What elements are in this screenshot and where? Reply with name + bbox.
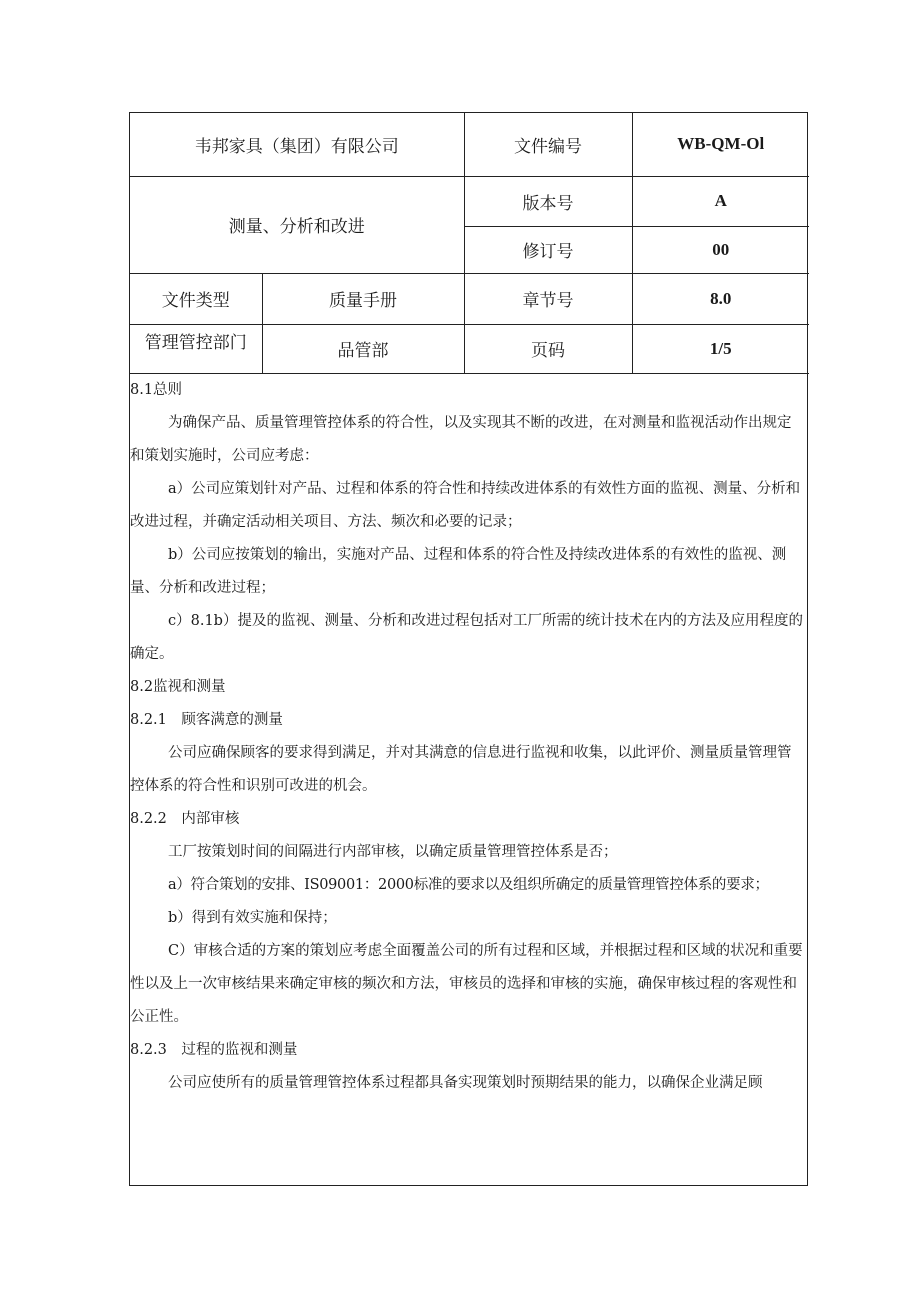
section-8-2-2-item-c: C）审核合适的方案的策划应考虑全面覆盖公司的所有过程和区域，并根据过程和区域的状况和重要性以及上一次审核结果来确定审核的频次和方法，审核员的选择和审核的实施，确保审核过程的客观性和公正性。	[130, 942, 803, 1025]
doc-type-value: 质量手册	[262, 273, 464, 324]
page-value: 1/5	[632, 324, 809, 373]
doc-title: 测量、分析和改进	[130, 176, 464, 273]
section-8-2-1-title: 8.2.1 顾客满意的测量	[130, 711, 283, 728]
chapter-value: 8.0	[632, 273, 809, 324]
dept-value: 品管部	[262, 324, 464, 373]
section-8-2-3-text: 公司应使所有的质量管理管控体系过程都具备实现策划时预期结果的能力，以确保企业满足顾	[168, 1074, 763, 1091]
section-8-2-2-title: 8.2.2 内部审核	[130, 810, 240, 827]
doc-no-label: 文件编号	[464, 113, 632, 176]
header-table	[130, 113, 809, 374]
doc-type-label: 文件类型	[130, 273, 262, 324]
section-8-1-item-b: b）公司应按策划的输出，实施对产品、过程和体系的符合性及持续改进体系的有效性的监视、测量、分析和改进过程；	[130, 546, 787, 596]
page-label: 页码	[464, 324, 632, 373]
section-8-1-title: 8.1总则	[130, 381, 183, 398]
company-name: 韦邦家具（集团）有限公司	[130, 113, 464, 176]
document-body	[130, 374, 807, 1100]
section-8-2-1-text: 公司应确保顾客的要求得到满足，并对其满意的信息进行监视和收集，以此评价、测量质量管理管控体系的符合性和识别可改进的机会。	[130, 744, 792, 794]
doc-no-value: WB-QM-Ol	[632, 113, 809, 176]
section-8-2-3-title: 8.2.3 过程的监视和测量	[130, 1041, 298, 1058]
revision-value: 00	[632, 226, 809, 273]
section-8-2-2-item-b: b）得到有效实施和保持；	[168, 909, 337, 926]
section-8-2-2-item-a: a）符合策划的安排、IS09001：2000标准的要求以及组织所确定的质量管理管控体系的要求；	[168, 876, 769, 893]
section-8-1-intro: 为确保产品、质量管理管控体系的符合性，以及实现其不断的改进，在对测量和监视活动作出规定和策划实施时，公司应考虑：	[130, 414, 792, 464]
document-frame	[129, 112, 808, 1186]
section-8-2-2-intro: 工厂按策划时间的间隔进行内部审核，以确定质量管理管控体系是否；	[168, 843, 618, 860]
section-8-1-item-a: a）公司应策划针对产品、过程和体系的符合性和持续改进体系的有效性方面的监视、测量、分析和改进过程，并确定活动相关项目、方法、频次和必要的记录；	[130, 480, 801, 530]
dept-label: 管理管控部门	[130, 324, 262, 373]
revision-label: 修订号	[464, 226, 632, 273]
section-8-2-title: 8.2监视和测量	[130, 678, 226, 695]
section-8-1-item-c: c）8.1b）提及的监视、测量、分析和改进过程包括对工厂所需的统计技术在内的方法及应用程度的确定。	[130, 612, 803, 662]
chapter-label: 章节号	[464, 273, 632, 324]
version-label: 版本号	[464, 176, 632, 226]
version-value: A	[632, 176, 809, 226]
